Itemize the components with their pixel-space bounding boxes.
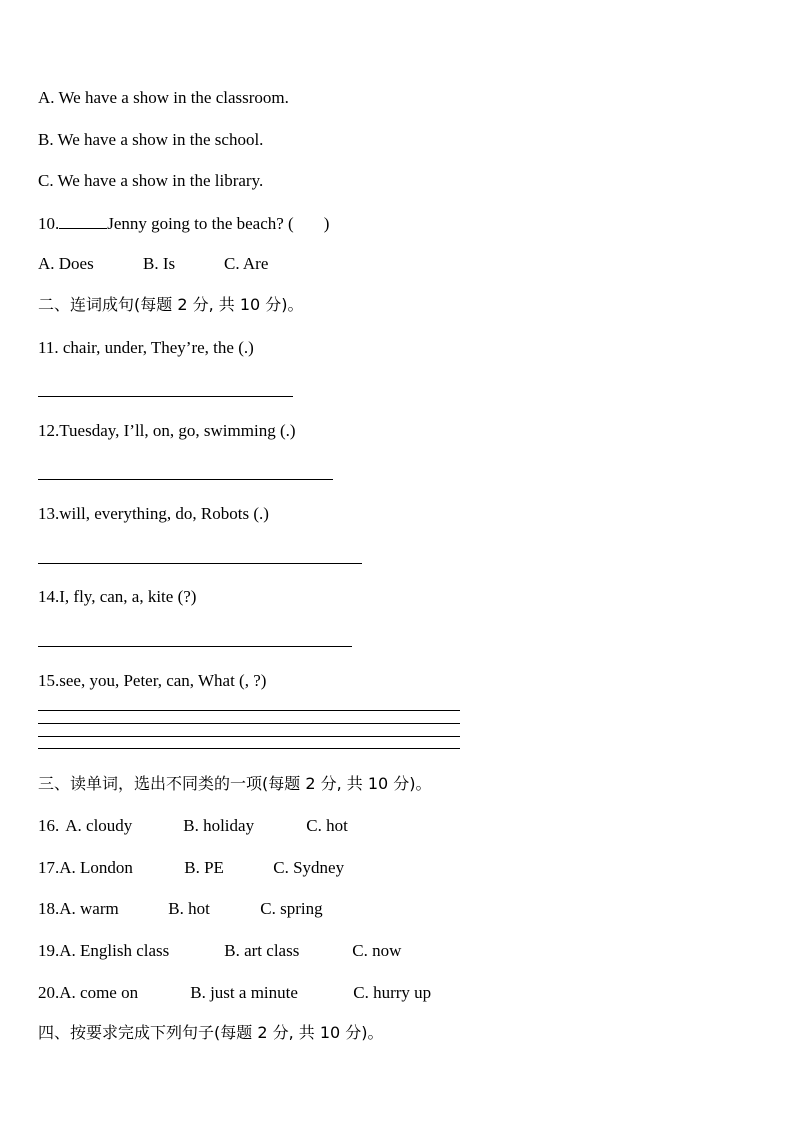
- question-14: 14.I, fly, can, a, kite (?): [38, 587, 197, 606]
- q10-option-a: A. Does: [38, 254, 94, 273]
- q10-option-c: C. Are: [224, 254, 269, 273]
- section-2-title: 二、连词成句(每题 2 分, 共 10 分)。: [38, 295, 304, 314]
- q17-option-a: A. London: [59, 858, 133, 877]
- question-16: [38, 816, 348, 836]
- question-10: [38, 213, 329, 234]
- question-12: 12.Tuesday, I’ll, on, go, swimming (.): [38, 421, 296, 440]
- question-11: 11. chair, under, They’re, the (.): [38, 338, 254, 357]
- question-18: [38, 899, 323, 919]
- section-3-title: 三、读单词，选出不同类的一项(每题 2 分, 共 10 分)。: [38, 774, 432, 793]
- q15-answer-line-1[interactable]: [38, 710, 460, 711]
- q9-option-c: C. We have a show in the library.: [38, 171, 264, 190]
- q19-option-a: A. English class: [59, 941, 170, 960]
- q20-option-b: B. just a minute: [190, 983, 298, 1002]
- q15-answer-line-3[interactable]: [38, 736, 460, 737]
- q10-options: [38, 254, 268, 274]
- q9-option-a: A. We have a show in the classroom.: [38, 88, 289, 107]
- q16-option-c: C. hot: [306, 816, 348, 835]
- q18-number: 18.: [38, 899, 60, 918]
- q10-close: ): [323, 214, 330, 233]
- question-20: [38, 983, 431, 1003]
- q17-option-b: B. PE: [184, 858, 224, 877]
- q17-option-c: C. Sydney: [273, 858, 345, 877]
- q13-answer-line[interactable]: [38, 563, 362, 564]
- question-17: [38, 858, 344, 878]
- question-15: 15.see, you, Peter, can, What (, ?): [38, 671, 267, 690]
- q19-option-c: C. now: [352, 941, 402, 960]
- q19-option-b: B. art class: [224, 941, 300, 960]
- q10-answer-blank[interactable]: [59, 213, 107, 229]
- question-19: [38, 941, 401, 961]
- q9-option-b: B. We have a show in the school.: [38, 130, 264, 149]
- q12-answer-line[interactable]: [38, 479, 333, 480]
- q16-option-a: A. cloudy: [65, 816, 133, 835]
- q20-option-a: A. come on: [59, 983, 139, 1002]
- q10-text: Jenny going to the beach? (: [107, 214, 294, 233]
- q18-option-a: A. warm: [59, 899, 119, 918]
- q19-number: 19.: [38, 941, 60, 960]
- q18-option-b: B. hot: [168, 899, 210, 918]
- q15-answer-line-4[interactable]: [38, 748, 460, 749]
- q16-option-b: B. holiday: [183, 816, 255, 835]
- q18-option-c: C. spring: [260, 899, 323, 918]
- q10-number: 10.: [38, 214, 60, 233]
- section-4-title: 四、按要求完成下列句子(每题 2 分, 共 10 分)。: [38, 1023, 384, 1042]
- q17-number: 17.: [38, 858, 60, 877]
- question-13: 13.will, everything, do, Robots (.): [38, 504, 269, 523]
- q10-option-b: B. Is: [143, 254, 176, 273]
- q15-answer-line-2[interactable]: [38, 723, 460, 724]
- q20-number: 20.: [38, 983, 60, 1002]
- q16-number: 16.: [38, 816, 60, 835]
- q14-answer-line[interactable]: [38, 646, 352, 647]
- q11-answer-line[interactable]: [38, 396, 293, 397]
- q20-option-c: C. hurry up: [353, 983, 432, 1002]
